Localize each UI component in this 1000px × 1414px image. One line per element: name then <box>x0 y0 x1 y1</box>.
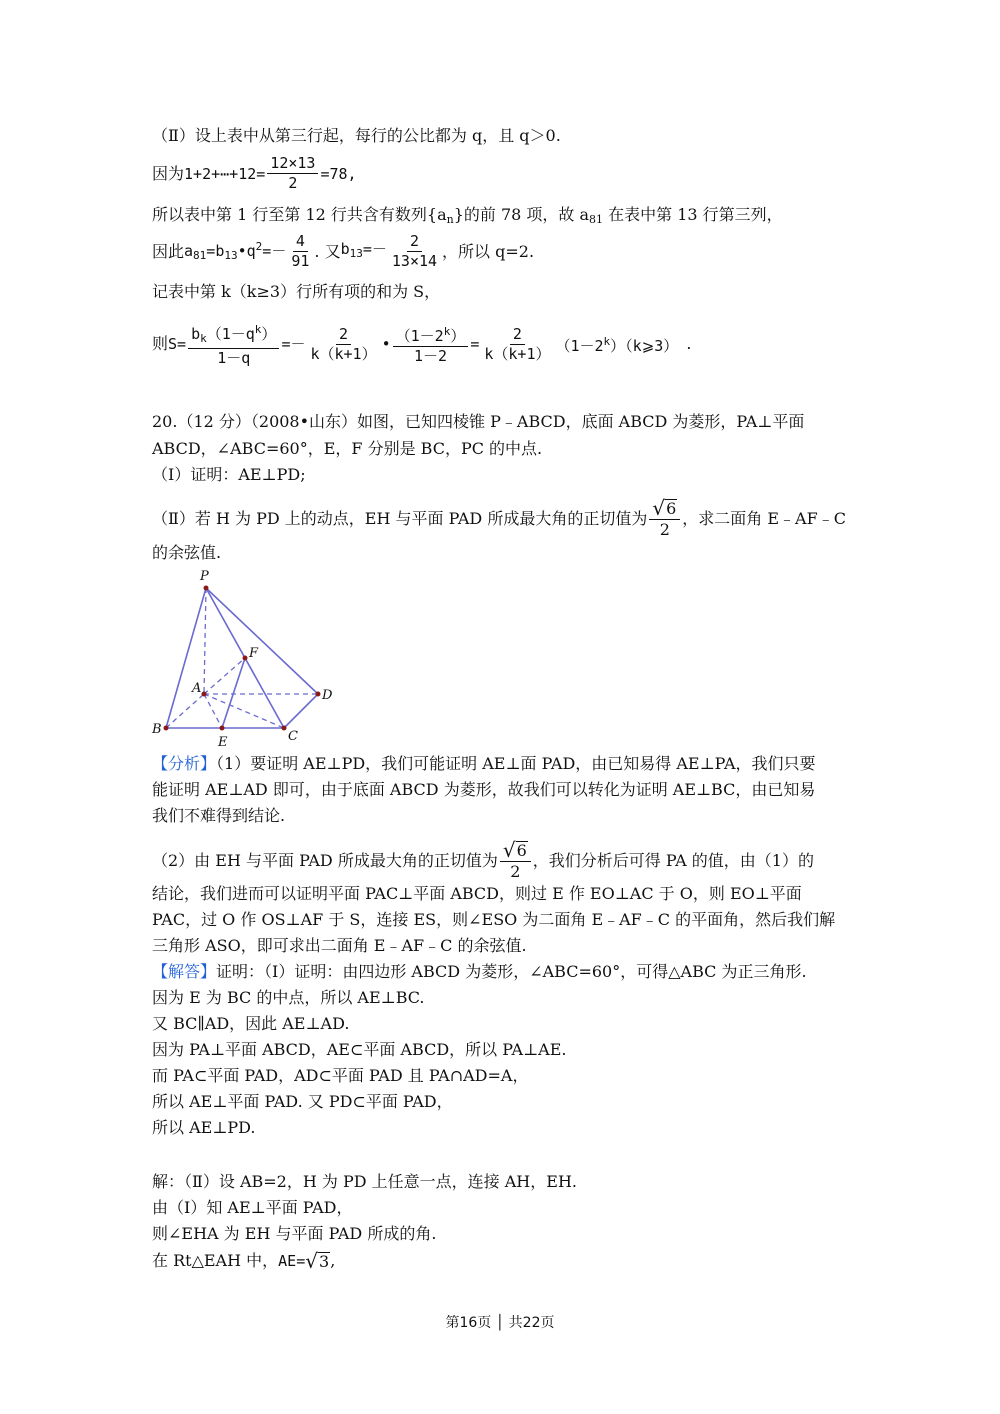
radicand: 6 <box>516 841 527 860</box>
math-text: ） <box>450 327 466 345</box>
math-text: •q <box>237 242 256 260</box>
math-text: ）（k⩾3） <box>610 337 679 355</box>
point-E <box>220 726 225 731</box>
denominator: k（k+1） <box>484 344 551 363</box>
numerator <box>500 840 531 862</box>
text: }的前 78 项，故 a <box>453 205 590 224</box>
math-text: a <box>184 242 194 260</box>
denominator: k（k+1） <box>310 344 377 363</box>
math: =78, <box>320 164 357 183</box>
fraction <box>188 320 279 368</box>
denominator: 2 <box>510 862 521 881</box>
subscript: 81 <box>193 249 207 262</box>
label-A: A <box>192 681 202 696</box>
text-line: 因为 E 为 BC 的中点，所以 AE⊥BC. <box>152 988 425 1007</box>
numerator: 4 <box>293 232 308 252</box>
sqrt <box>503 840 528 860</box>
text-line: 由（Ⅰ）知 AE⊥平面 PAD， <box>152 1198 353 1217</box>
text: （2）由 EH 与平面 PAD 所成最大角的正切值为 <box>152 850 498 870</box>
text: 证明：（Ⅰ）证明：由四边形 ABCD 为菱形，∠ABC=60°，可得△ABC 为正三角形. <box>216 962 807 981</box>
math <box>555 332 678 356</box>
point-D <box>316 692 321 697</box>
equation-line <box>152 232 534 271</box>
text-line: 而 PA⊂平面 PAD，AD⊂平面 PAD 且 PA∩AD=A， <box>152 1066 529 1085</box>
point-A <box>202 692 207 697</box>
label-F: F <box>249 646 259 661</box>
math-text: b <box>340 240 350 258</box>
text-line <box>152 1250 335 1271</box>
text: , <box>330 1250 336 1270</box>
fraction <box>389 232 440 271</box>
math <box>184 237 286 266</box>
text-line: 又 BC∥AD，因此 AE⊥AD. <box>152 1014 350 1033</box>
text: . 又 <box>314 241 341 261</box>
label-P: P <box>200 569 209 584</box>
question-title: 20.（12 分）（2008•山东）如图，已知四棱锥 P﹣ABCD，底面 ABCD 为菱形，PA⊥平面 <box>152 412 805 431</box>
math: = <box>470 335 480 353</box>
edge-PD <box>206 588 318 694</box>
text: 所以表中第 1 行至第 12 行共含有数列{a <box>152 205 447 224</box>
text-line: PAC，过 O 作 OS⊥AF 于 S，连接 ES，则∠ESO 为二面角 E﹣AF﹣C 的平面角，然后我们解 <box>152 910 836 929</box>
text-line <box>152 498 846 539</box>
edge-PB <box>166 588 206 728</box>
equation-line <box>152 154 357 193</box>
numerator: 2 <box>336 325 351 345</box>
text: . <box>686 334 692 353</box>
subscript: 13 <box>224 249 238 262</box>
page-footer: 第16页 │ 共22页 <box>445 1315 555 1331</box>
fraction <box>649 498 680 539</box>
label-D: D <box>322 688 333 703</box>
superscript: 2 <box>255 240 263 253</box>
fraction <box>393 322 469 366</box>
text: 因为 <box>152 163 185 183</box>
text-line: 所以 AE⊥平面 PAD. 又 PD⊂平面 PAD， <box>152 1092 453 1111</box>
text-line: 三角形 ASO，即可求出二面角 E﹣AF﹣C 的余弦值. <box>152 936 527 955</box>
math-text: =－ <box>262 242 287 260</box>
text-line: 则∠EHA 为 EH 与平面 PAD 所成的角. <box>152 1224 437 1243</box>
answer-tag: 【解答】 <box>152 962 217 981</box>
radical-sign: √ <box>652 496 666 520</box>
text: ，我们分析后可得 PA 的值，由（1）的 <box>532 850 814 870</box>
edge-AB <box>166 694 204 728</box>
fraction <box>267 154 318 193</box>
math: 1+2+⋯+12= <box>184 164 266 183</box>
math-text: （1－2 <box>395 327 444 345</box>
label-E: E <box>218 735 228 750</box>
numerator: 2 <box>407 232 422 252</box>
denominator: 91 <box>291 252 310 270</box>
answer-line <box>152 962 807 982</box>
text-line: 能证明 AE⊥AD 即可，由于底面 ABCD 为菱形，故我们可以转化为证明 AE⊥BC，由已知易 <box>152 780 816 799</box>
text-line: 结论，我们进而可以证明平面 PAC⊥平面 ABCD，则过 E 作 EO⊥AC 于 O，则 EO⊥平面 <box>152 884 802 903</box>
math: =－ <box>281 335 306 353</box>
pyramid-figure <box>148 568 348 750</box>
radical-sign: √ <box>502 838 516 862</box>
numerator <box>393 322 469 347</box>
fraction <box>288 232 312 271</box>
text: （Ⅱ）若 H 为 PD 上的动点，EH 与平面 PAD 所成最大角的正切值为 <box>152 508 648 528</box>
math-text: ） <box>261 325 277 343</box>
text: ，所以 q=2. <box>442 241 535 261</box>
point-C <box>282 726 287 731</box>
superscript: k <box>254 323 262 336</box>
math-text: =b <box>206 242 225 260</box>
text: 在 Rt△EAH 中， <box>152 1250 279 1270</box>
text: 因此 <box>152 241 185 261</box>
numerator <box>188 320 279 349</box>
denominator: 13×14 <box>391 252 438 270</box>
math-text: b <box>191 325 201 343</box>
point-B <box>164 726 169 731</box>
text-line: 所以 AE⊥PD. <box>152 1118 256 1137</box>
text: （1）要证明 AE⊥PD，我们可能证明 AE⊥面 PAD，由已知易得 AE⊥PA，我们只要 <box>216 754 816 773</box>
edge-CD <box>284 694 318 728</box>
label-C: C <box>288 729 298 744</box>
point-F <box>243 656 248 661</box>
denominator: 1－2 <box>413 347 447 365</box>
numerator: 2 <box>510 325 525 345</box>
sqrt <box>652 498 677 518</box>
radical-sign: √ <box>305 1248 318 1273</box>
math: S= <box>168 335 187 353</box>
text-line: 记表中第 k（k≥3）行所有项的和为 S， <box>152 282 441 301</box>
subscript: n <box>446 213 454 226</box>
radicand: 3 <box>319 1251 330 1271</box>
text: 则 <box>152 334 169 353</box>
superscript: k <box>603 335 611 348</box>
math: • <box>381 335 391 353</box>
numerator: 12×13 <box>267 154 318 174</box>
text-line: 因为 PA⊥平面 ABCD，AE⊂平面 ABCD，所以 PA⊥AE. <box>152 1040 567 1059</box>
text-line <box>152 840 814 881</box>
superscript: k <box>443 325 451 338</box>
subscript: k <box>200 332 207 345</box>
edge-PA <box>204 588 206 694</box>
text-line: ABCD，∠ABC=60°，E，F 分别是 BC，PC 的中点. <box>152 439 543 458</box>
denominator: 1－q <box>217 349 251 367</box>
text-line: （Ⅱ）设上表中从第三行起，每行的公比都为 q，且 q＞0. <box>152 126 561 145</box>
equation-line <box>152 320 691 368</box>
fraction <box>500 840 531 881</box>
subscript: 13 <box>349 247 363 260</box>
text-line <box>152 205 783 230</box>
math-text: =－ <box>362 240 387 258</box>
fraction <box>307 325 379 364</box>
math: AE= <box>278 1251 306 1270</box>
sqrt <box>305 1248 330 1273</box>
text-line: 解：（Ⅱ）设 AB=2，H 为 PD 上任意一点，连接 AH，EH. <box>152 1172 577 1191</box>
label-B: B <box>152 722 162 737</box>
text-line: （Ⅰ）证明：AE⊥PD; <box>152 465 306 484</box>
analysis-line <box>152 754 816 774</box>
numerator <box>649 498 680 520</box>
fraction <box>481 325 553 364</box>
denominator: 2 <box>288 174 298 192</box>
edge-AE <box>204 694 222 728</box>
text-line: 的余弦值. <box>152 543 222 562</box>
analysis-tag: 【分析】 <box>152 754 217 773</box>
point-P <box>204 586 209 591</box>
math-text: （1－2 <box>555 337 604 355</box>
text: 在表中第 13 行第三列， <box>603 205 783 224</box>
text-line: 我们不难得到结论. <box>152 806 286 825</box>
radicand: 6 <box>666 499 677 518</box>
text: ，求二面角 E﹣AF﹣C <box>682 508 846 528</box>
denominator: 2 <box>659 520 670 539</box>
math-text: （1－q <box>206 325 255 343</box>
math <box>341 239 387 264</box>
subscript: 81 <box>589 213 604 226</box>
edge-AC <box>204 694 284 728</box>
